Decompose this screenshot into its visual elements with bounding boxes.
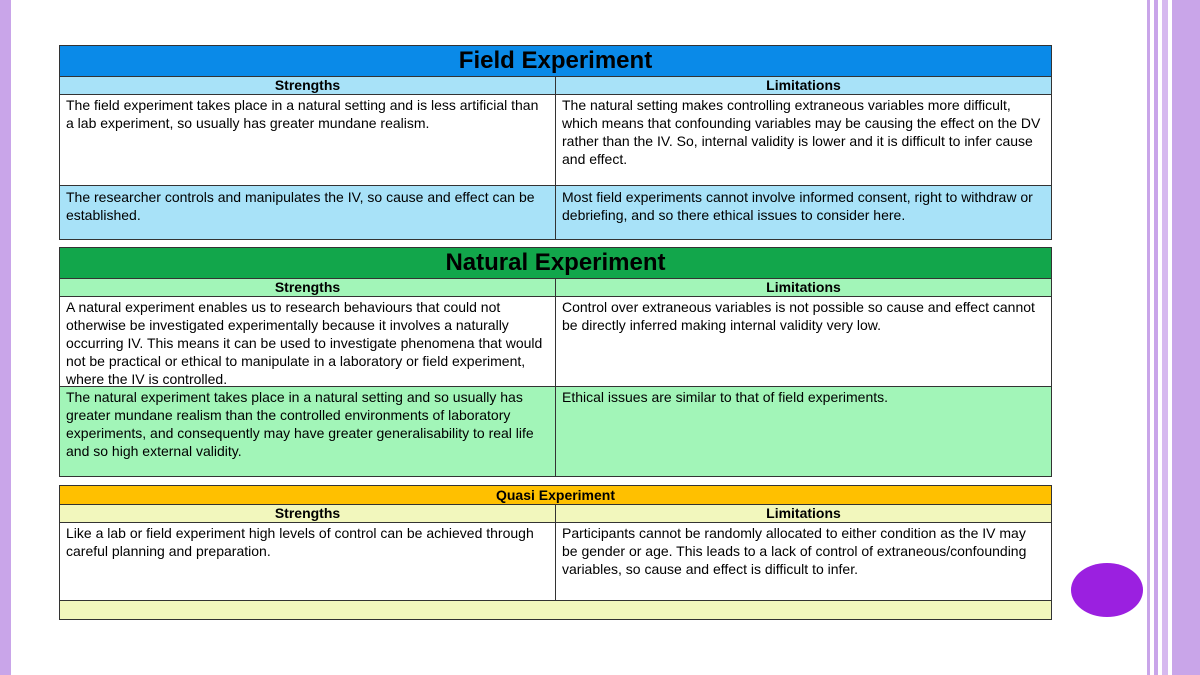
field-strengths-header: Strengths	[60, 77, 556, 94]
field-limitation-cell: Most field experiments cannot involve informed consent, right to withdraw or debriefing, and so there ethical issues to consider here.	[562, 189, 1033, 223]
decorative-oval	[1071, 563, 1143, 617]
natural-experiment-title	[60, 248, 1051, 279]
slide-right-stripe	[1147, 0, 1150, 675]
natural-experiment-table	[59, 247, 1052, 477]
natural-limitation-cell: Control over extraneous variables is not possible so cause and effect cannot be directly inferred making internal validity very low.	[562, 299, 1035, 333]
slide-right-stripe	[1154, 0, 1158, 675]
slide-right-stripe	[1162, 0, 1168, 675]
quasi-experiment-title	[60, 486, 1051, 505]
slide-left-accent-bar	[0, 0, 11, 675]
table-row	[60, 523, 1051, 601]
quasi-header-row	[60, 505, 1051, 523]
table-row	[60, 95, 1051, 186]
natural-title-text: Natural Experiment	[445, 249, 666, 276]
natural-strength-cell: A natural experiment enables us to research behaviours that could not otherwise be investigated experimentally because it involves a naturally occurring IV. This means it can be used to investigate phenomena that would not be practical or ethical to manipulate in a laboratory or field experiment, where the IV is controlled.	[60, 297, 556, 386]
field-title-text: Field Experiment	[458, 47, 653, 74]
quasi-strength-cell: Like a lab or field experiment high levels of control can be achieved through careful planning and preparation.	[60, 523, 556, 600]
field-limitation-cell: The natural setting makes controlling extraneous variables more difficult, which means that confounding variables may be causing the effect on the DV rather than the IV. So, internal validity is lower and it is difficult to infer cause and effect.	[562, 97, 1041, 167]
field-limitations-header: Limitations	[766, 77, 841, 93]
table-row	[60, 601, 1051, 619]
slide-right-stripe	[1172, 0, 1200, 675]
field-strength-cell: The researcher controls and manipulates the IV, so cause and effect can be established.	[60, 186, 556, 239]
natural-limitation-cell: Ethical issues are similar to that of field experiments.	[562, 389, 889, 405]
natural-header-row	[60, 279, 1051, 297]
natural-strength-cell: The natural experiment takes place in a natural setting and so usually has greater mundane realism than the controlled environments of laboratory experiments, and consequently may have greater generalisability to real life and so high external validity.	[60, 387, 556, 476]
quasi-limitations-header: Limitations	[766, 505, 841, 521]
quasi-strengths-header: Strengths	[60, 505, 556, 522]
field-header-row	[60, 77, 1051, 95]
natural-limitations-header: Limitations	[766, 279, 841, 295]
table-row	[60, 186, 1051, 239]
quasi-title-text: Quasi Experiment	[495, 487, 616, 503]
field-experiment-table	[59, 45, 1052, 240]
quasi-experiment-table	[59, 485, 1052, 620]
quasi-limitation-cell: Participants cannot be randomly allocated to either condition as the IV may be gender or age. This leads to a lack of control of extraneous/confounding variables, so cause and effect is difficult to infer.	[562, 525, 1027, 577]
field-experiment-title	[60, 46, 1051, 77]
natural-strengths-header: Strengths	[60, 279, 556, 296]
field-strength-cell: The field experiment takes place in a natural setting and is less artificial than a lab experiment, so usually has greater mundane realism.	[60, 95, 556, 185]
quasi-empty-cell	[60, 601, 1051, 619]
table-row	[60, 387, 1051, 476]
table-row	[60, 297, 1051, 387]
